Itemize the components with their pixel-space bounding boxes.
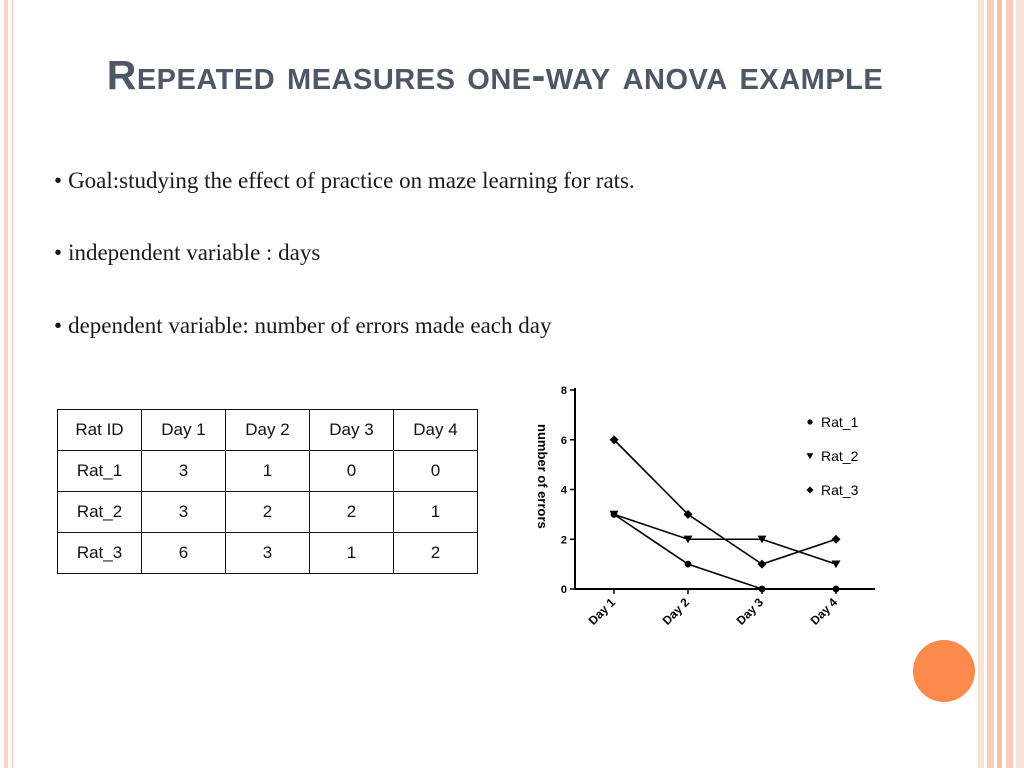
table-cell: 0 (310, 451, 394, 492)
left-border-stripe (4, 0, 8, 768)
data-point-rat-1 (833, 586, 840, 593)
y-tick-label: 8 (560, 385, 567, 397)
table-row (58, 451, 478, 492)
x-tick-label: Day 4 (807, 595, 841, 628)
x-tick-label: Day 2 (659, 595, 693, 628)
bullet-goal (54, 168, 635, 194)
left-decorative-border (0, 0, 13, 768)
legend-label: Rat_2 (821, 448, 859, 464)
bullet-text: independent variable : days (68, 240, 321, 265)
legend-label: Rat_1 (821, 414, 859, 430)
table-header-cell: Day 3 (310, 410, 394, 451)
y-axis-title: number of errors (535, 424, 550, 529)
data-point-rat-1 (759, 586, 766, 593)
data-point-rat-3 (758, 560, 767, 569)
y-tick-label: 6 (560, 434, 567, 447)
bullet-marker: • (54, 240, 63, 265)
table-header-cell: Day 4 (394, 410, 478, 451)
bullet-dependent-variable (54, 313, 551, 339)
table-cell: 6 (142, 533, 226, 574)
right-border-stripe (1006, 0, 1013, 768)
table-cell: Rat_2 (58, 492, 142, 533)
slide-title: Repeated measures one-way anova example (106, 52, 884, 98)
table-cell: 1 (394, 492, 478, 533)
table-cell: 3 (142, 492, 226, 533)
bullet-marker: • (54, 168, 63, 193)
table-header-cell: Rat ID (58, 410, 142, 451)
table-row (58, 533, 478, 574)
right-border-stripe (978, 0, 984, 768)
table-cell: 1 (226, 451, 310, 492)
errors-table (57, 409, 478, 574)
right-border-stripe (1016, 0, 1024, 768)
table-cell: 2 (310, 492, 394, 533)
y-tick-label: 4 (560, 484, 567, 497)
legend-marker (807, 419, 812, 424)
table-header-cell: Day 2 (226, 410, 310, 451)
table-row (58, 492, 478, 533)
table-cell: 2 (394, 533, 478, 574)
y-tick-label: 0 (560, 584, 567, 596)
table-cell: 3 (226, 533, 310, 574)
bullet-marker: • (54, 313, 63, 338)
table-cell: 3 (142, 451, 226, 492)
table-cell: 0 (394, 451, 478, 492)
y-tick-label: 2 (560, 534, 567, 547)
table-header-row (58, 410, 478, 451)
data-point-rat-1 (685, 561, 692, 568)
x-tick-label: Day 1 (585, 595, 619, 628)
errors-line-chart (520, 378, 890, 648)
right-decorative-border (978, 0, 1024, 768)
table-cell: 1 (310, 533, 394, 574)
x-tick-label: Day 3 (733, 595, 767, 628)
legend-marker (807, 453, 814, 459)
data-point-rat-3 (832, 535, 841, 544)
table-header-cell: Day 1 (142, 410, 226, 451)
bullet-text: Goal:studying the effect of practice on maze learning for rats. (68, 168, 635, 193)
data-point-rat-2 (832, 561, 841, 569)
legend-label: Rat_3 (821, 482, 859, 498)
table-cell: 2 (226, 492, 310, 533)
table-cell: Rat_1 (58, 451, 142, 492)
series-line-rat-3 (614, 440, 836, 564)
right-border-stripe (997, 0, 1002, 768)
bullet-text: dependent variable: number of errors made each day (68, 313, 552, 338)
bullet-independent-variable (54, 240, 320, 266)
decorative-orange-circle (913, 640, 975, 702)
right-border-stripe (987, 0, 994, 768)
legend-marker (807, 487, 814, 494)
table-cell: Rat_3 (58, 533, 142, 574)
